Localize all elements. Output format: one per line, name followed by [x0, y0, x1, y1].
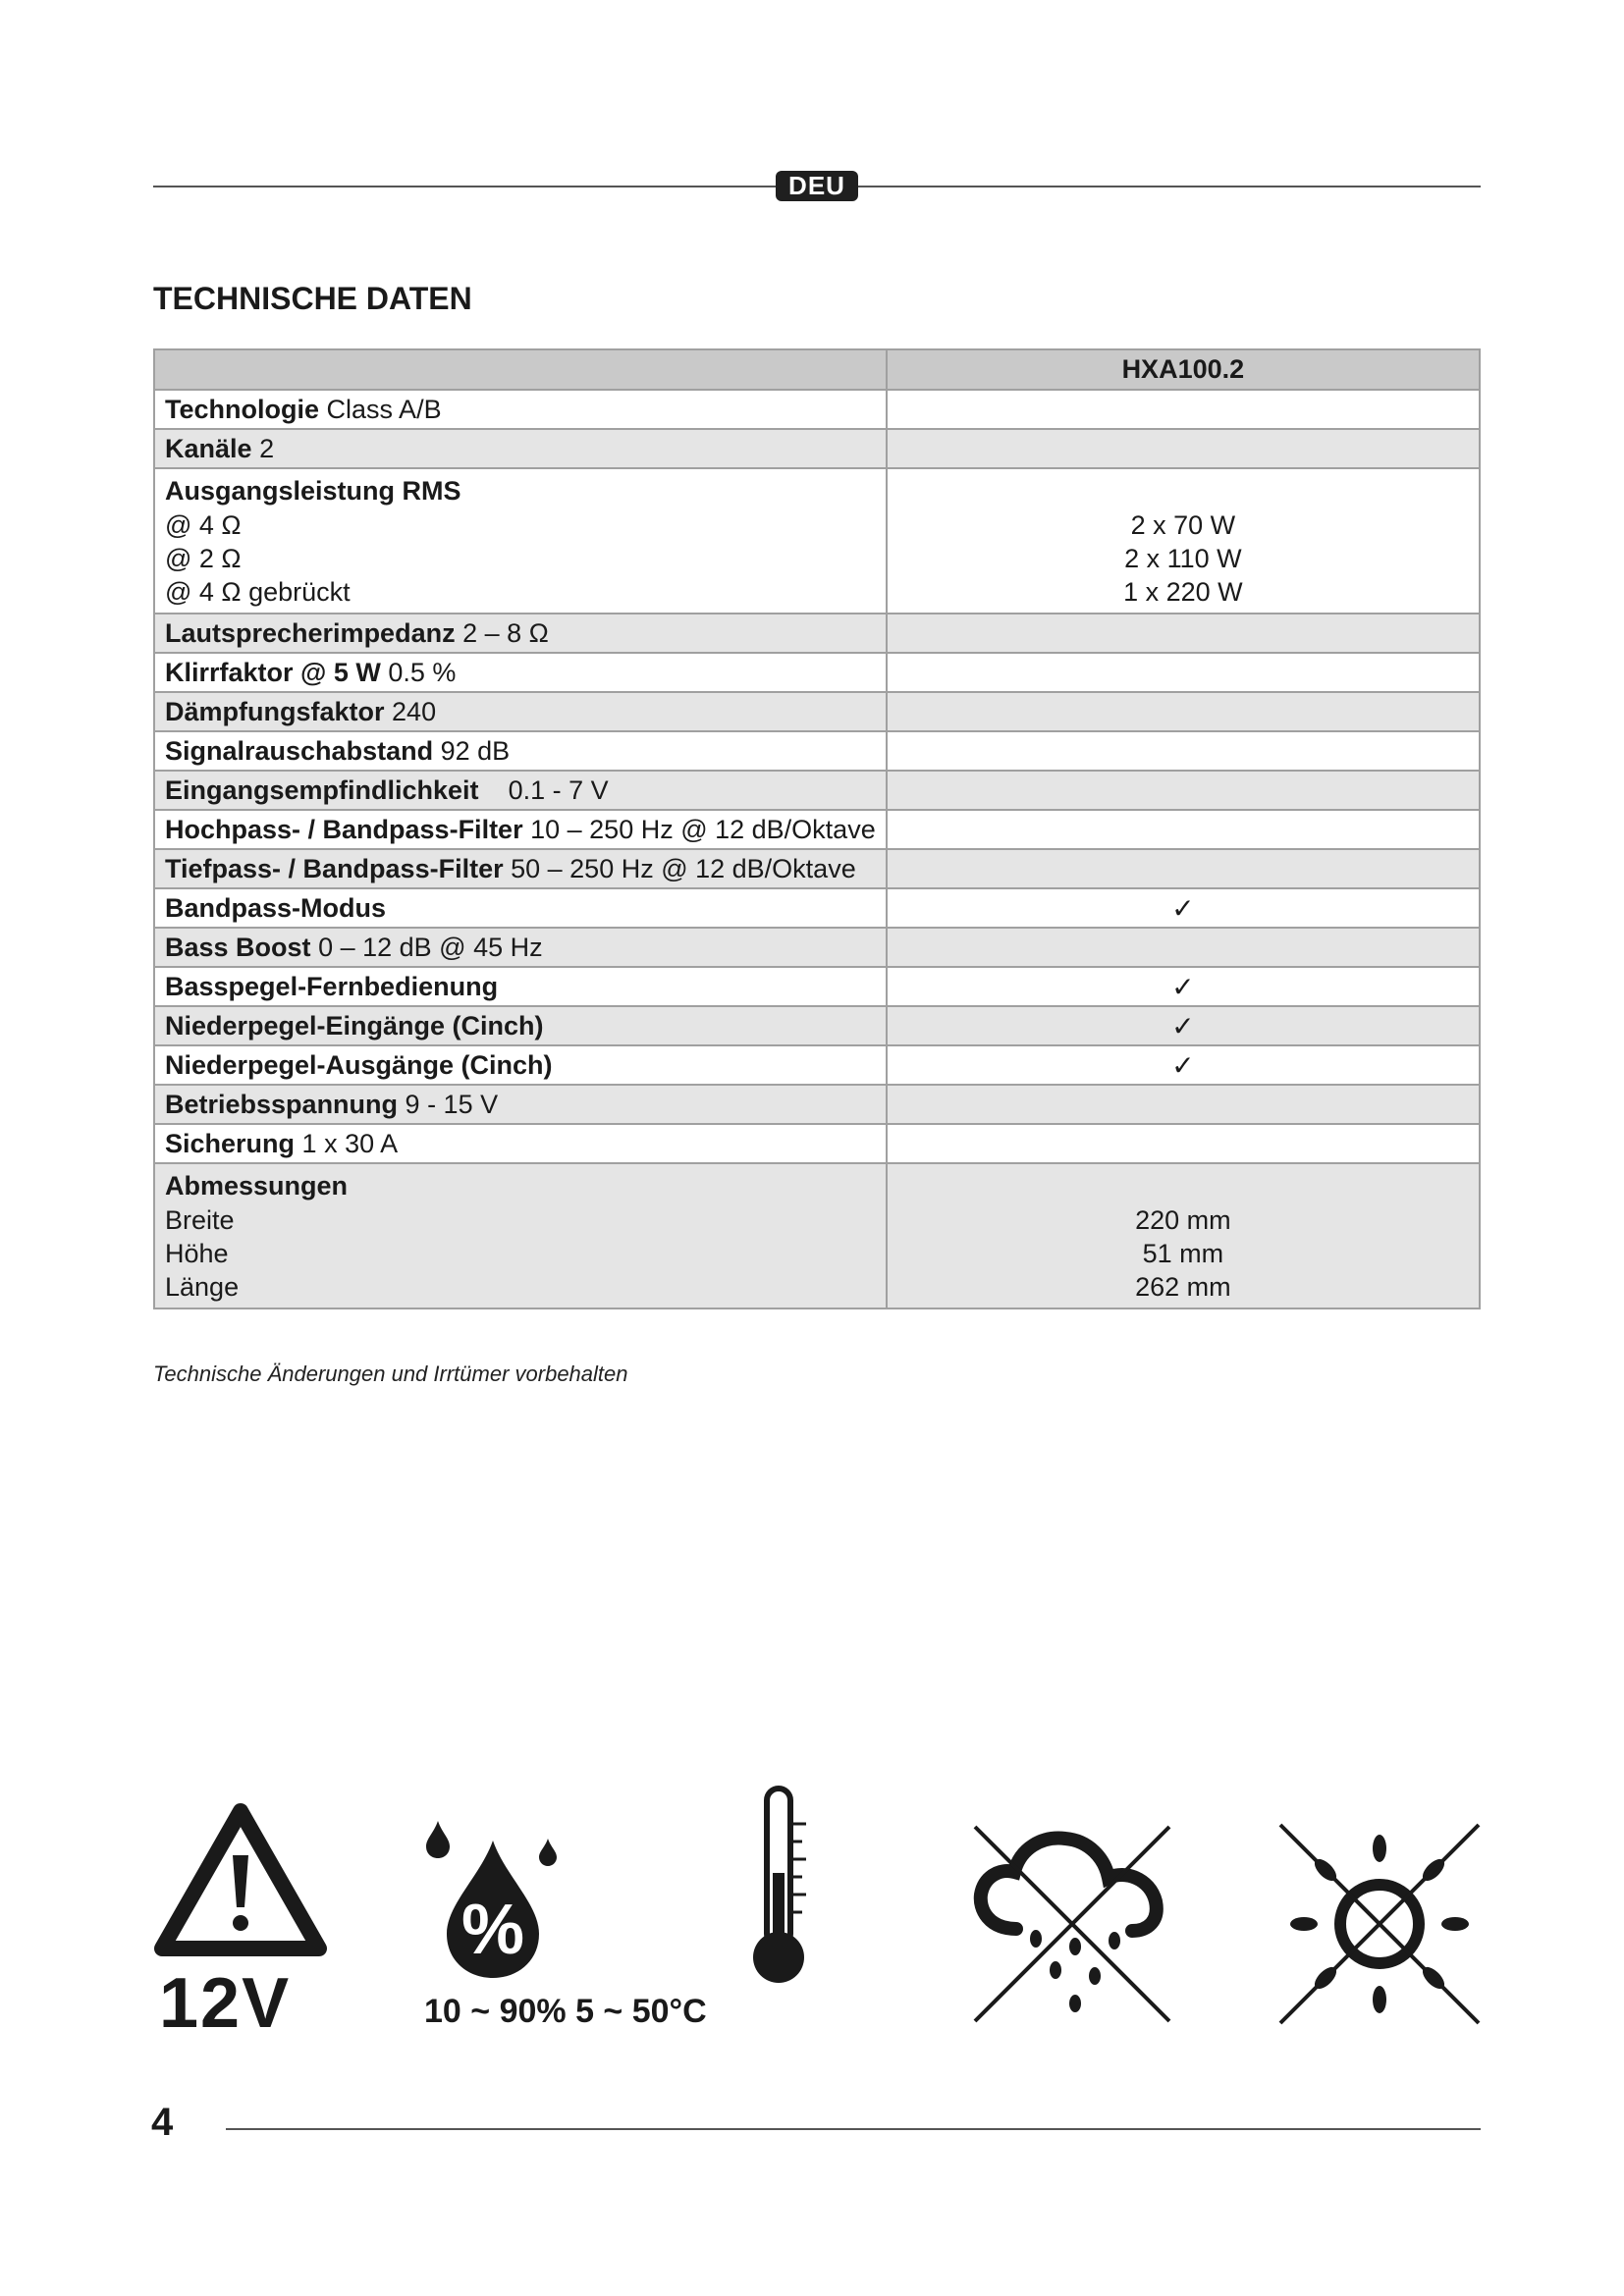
voltage-label: 12V [159, 1964, 292, 2043]
row-label: Ausgangsleistung RMS [165, 476, 461, 506]
row-label: Eingangsempfindlichkeit [165, 774, 479, 805]
row-value: 0.1 - 7 V [508, 774, 609, 805]
no-rain-icon [967, 1821, 1178, 2027]
check-icon: ✓ [1171, 892, 1195, 924]
row-label: Bass Boost [165, 932, 311, 962]
table-row [154, 771, 1480, 810]
row-sub: Breite [165, 1205, 235, 1235]
row-label: Niederpegel-Ausgänge (Cinch) [165, 1049, 553, 1080]
footer-rule [226, 2128, 1481, 2130]
row-label: Signalrauschabstand [165, 735, 434, 766]
table-row [154, 928, 1480, 967]
row-value: 262 mm [1135, 1272, 1231, 1302]
table-row [154, 888, 1480, 928]
table-row [154, 390, 1480, 429]
row-label: Sicherung [165, 1128, 296, 1158]
table-row [154, 1163, 1480, 1308]
row-label: Abmessungen [165, 1171, 349, 1201]
table-row [154, 429, 1480, 468]
row-label: Dämpfungsfaktor [165, 696, 385, 726]
table-row [154, 1124, 1480, 1163]
row-sub: @ 4 Ω gebrückt [165, 577, 351, 607]
table-row [154, 731, 1480, 771]
row-sub: Höhe [165, 1239, 229, 1268]
check-icon: ✓ [1171, 1010, 1195, 1041]
page-number: 4 [151, 2101, 174, 2144]
row-label: Basspegel-Fernbedienung [165, 971, 499, 1001]
model-header: HXA100.2 [887, 349, 1480, 390]
row-value: 220 mm [1135, 1205, 1231, 1235]
footnote: Technische Änderungen und Irrtümer vorbehalten [153, 1362, 628, 1386]
warning-icon [152, 1801, 329, 1963]
table-row [154, 1045, 1480, 1085]
row-value: 51 mm [1142, 1239, 1224, 1268]
table-row [154, 1006, 1480, 1045]
row-label: Bandpass-Modus [165, 892, 387, 923]
table-row [154, 692, 1480, 731]
row-label: Klirrfaktor @ 5 W [165, 657, 381, 687]
row-value: 2 x 110 W [1124, 544, 1242, 573]
thermometer-icon [751, 1785, 820, 1991]
header-empty-cell [154, 349, 887, 390]
row-value: 1 x 30 A [301, 1128, 399, 1158]
row-sub: @ 4 Ω [165, 510, 242, 540]
table-row [154, 468, 1480, 614]
humidity-icon [422, 1821, 565, 1983]
row-label: Lautsprecherimpedanz [165, 617, 456, 648]
row-label: Hochpass- / Bandpass-Filter [165, 814, 523, 844]
row-value: Class A/B [326, 394, 442, 424]
table-row [154, 614, 1480, 653]
row-sub: Länge [165, 1272, 240, 1302]
row-value: 2 x 70 W [1130, 510, 1236, 540]
no-sun-icon [1276, 1821, 1483, 2027]
row-value: 0.5 % [388, 657, 457, 687]
row-label: Technologie [165, 394, 320, 424]
check-icon: ✓ [1171, 1049, 1195, 1081]
table-header-row [154, 349, 1480, 390]
row-value: 240 [392, 696, 437, 726]
row-value: 2 – 8 Ω [462, 617, 549, 648]
row-label: Betriebsspannung [165, 1089, 399, 1119]
percent-symbol: % [460, 1891, 525, 1969]
row-value: 10 – 250 Hz @ 12 dB/Oktave [530, 814, 876, 844]
row-value: 9 - 15 V [405, 1089, 499, 1119]
table-row [154, 653, 1480, 692]
table-row [154, 849, 1480, 888]
row-value: 2 [259, 433, 275, 463]
row-label: Tiefpass- / Bandpass-Filter [165, 853, 504, 883]
table-row [154, 967, 1480, 1006]
row-label: Kanäle [165, 433, 252, 463]
row-value: 1 x 220 W [1123, 577, 1243, 607]
humidity-temperature-label: 10 ~ 90% 5 ~ 50°C [424, 1993, 707, 2030]
row-sub: @ 2 Ω [165, 544, 242, 573]
check-icon: ✓ [1171, 971, 1195, 1002]
table-row [154, 810, 1480, 849]
row-label: Niederpegel-Eingänge (Cinch) [165, 1010, 544, 1041]
table-row [154, 1085, 1480, 1124]
language-badge: DEU [776, 171, 858, 201]
row-value: 0 – 12 dB @ 45 Hz [318, 932, 543, 962]
spec-table [153, 348, 1481, 1309]
section-title: TECHNISCHE DATEN [153, 281, 472, 316]
row-value: 50 – 250 Hz @ 12 dB/Oktave [511, 853, 856, 883]
row-value: 92 dB [440, 735, 511, 766]
